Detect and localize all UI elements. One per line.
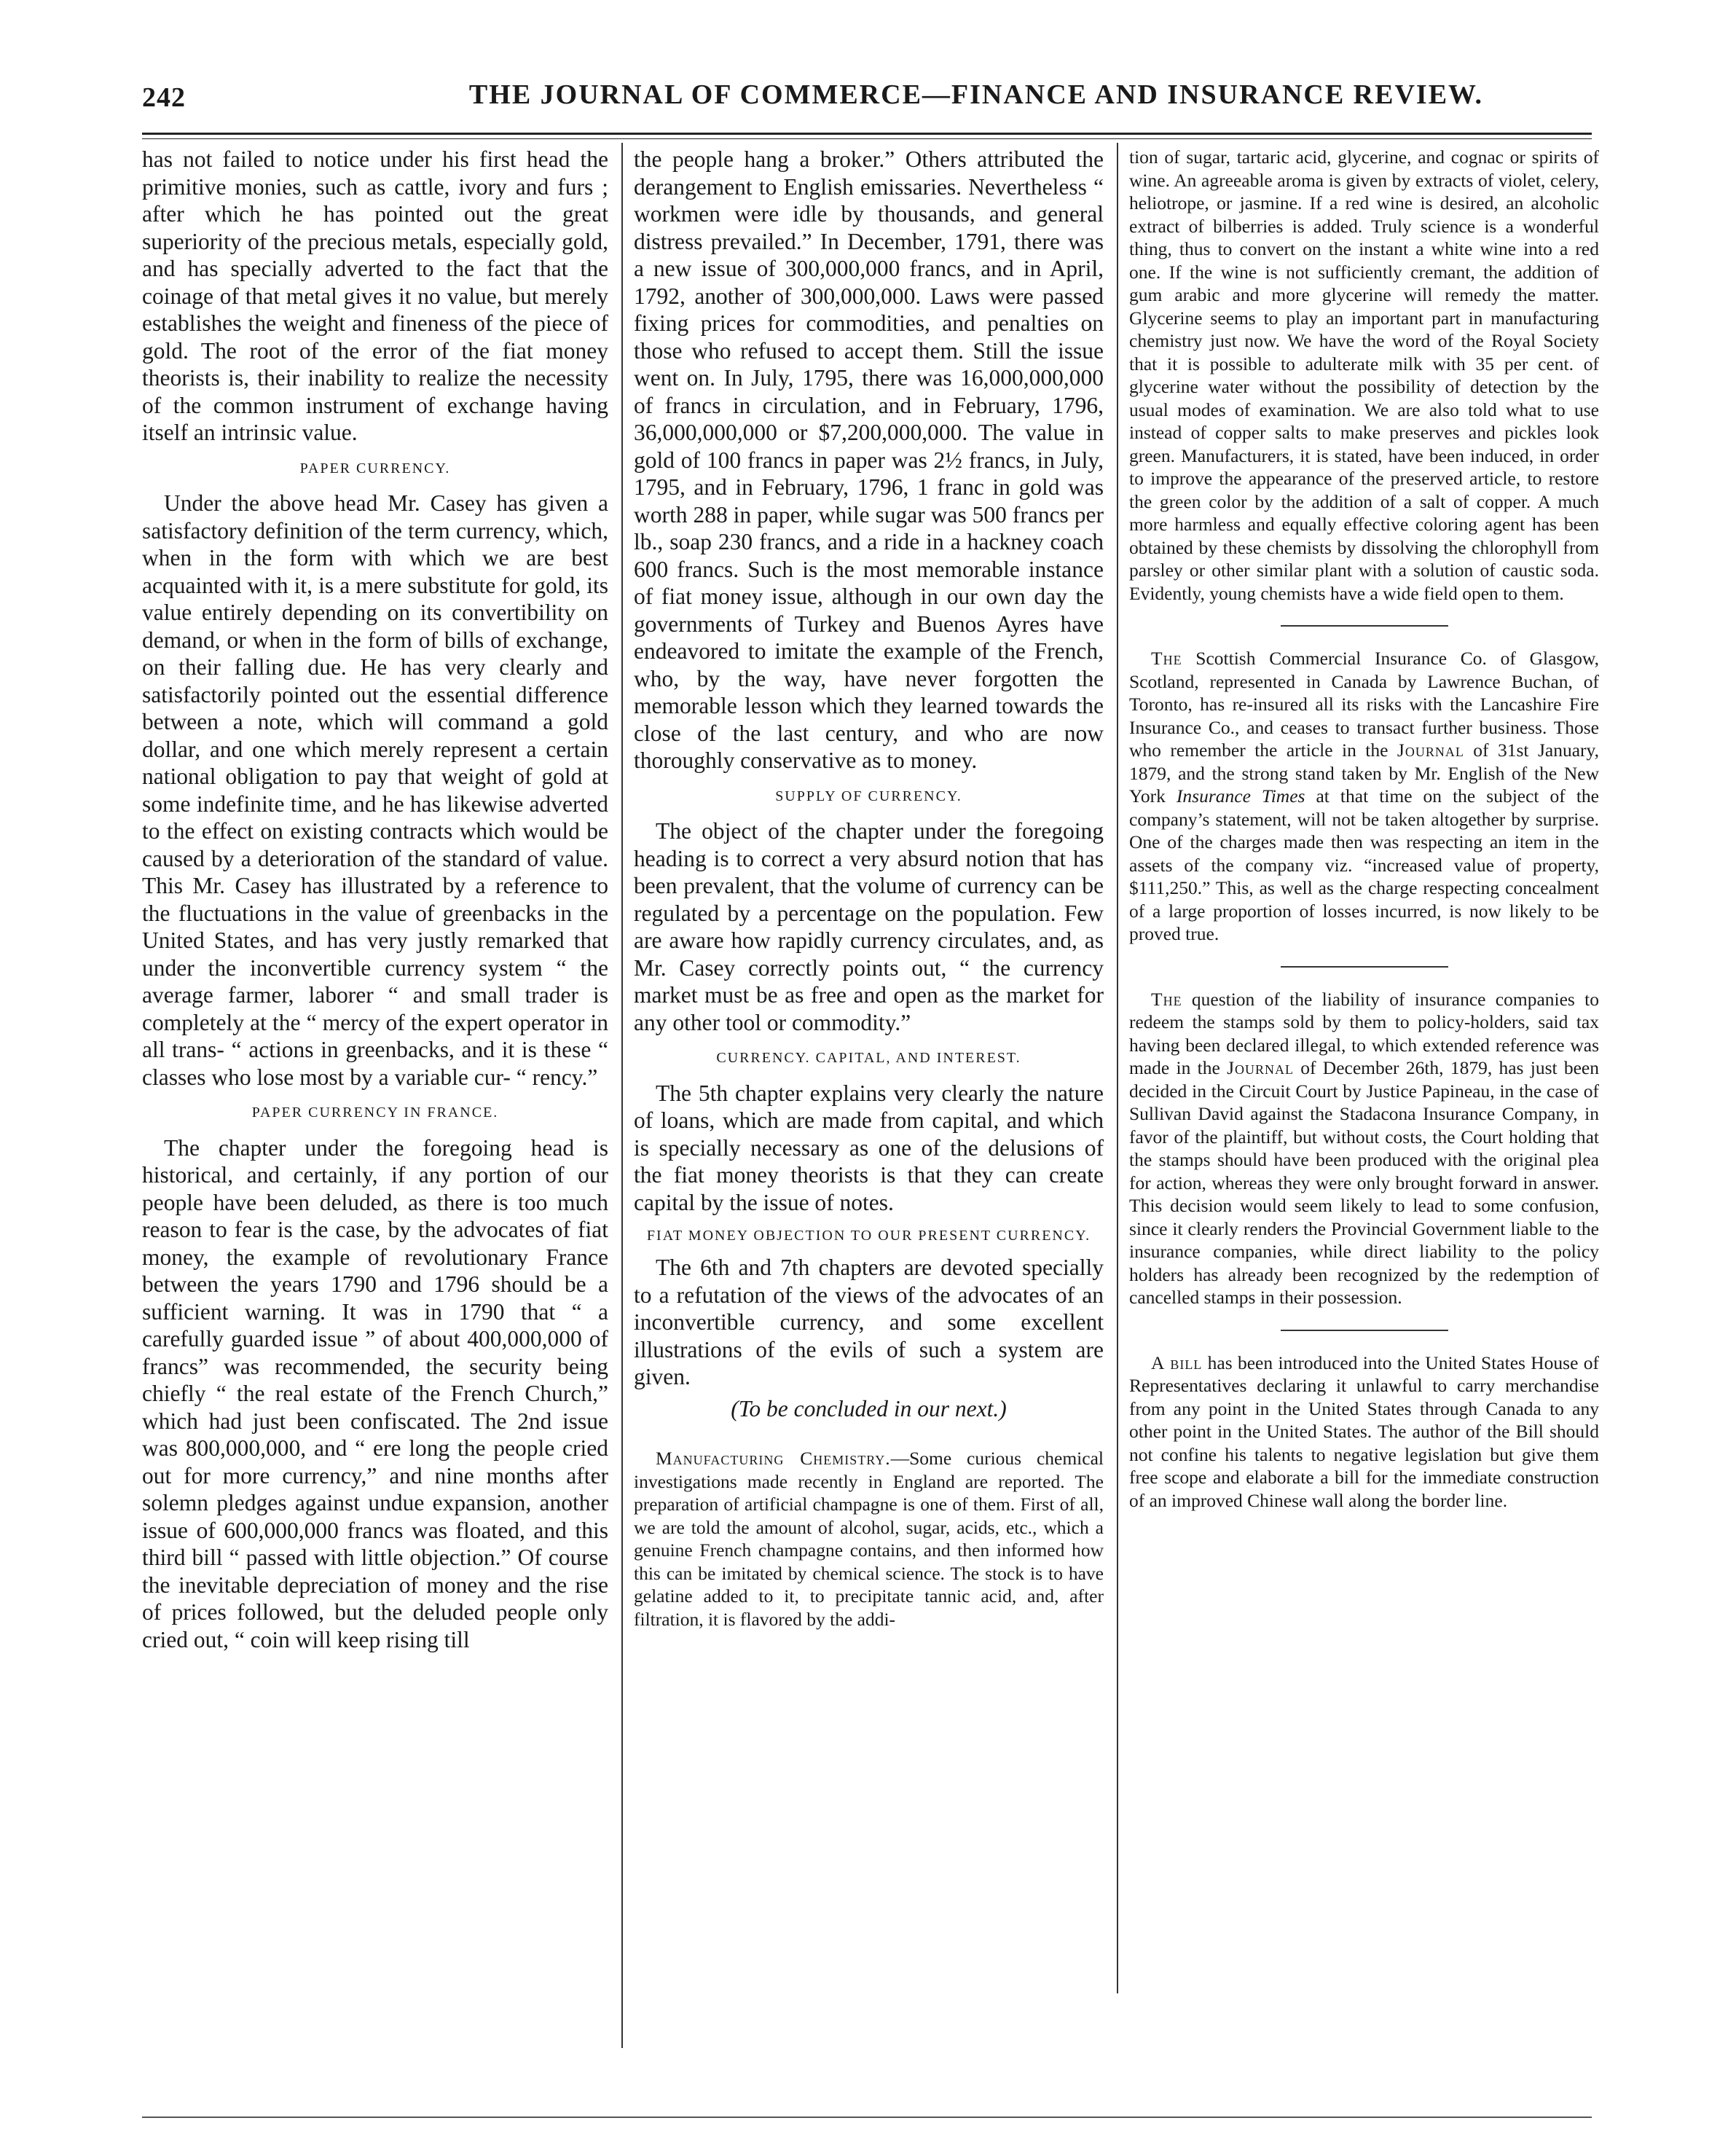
paragraph-lead: Manufacturing Chemistry. [656,1448,891,1469]
section-divider [1281,625,1448,627]
section-divider [1281,1330,1448,1331]
paragraph: Under the above head Mr. Casey has given a satisfactory definition of the term currency, which, when in the form with which we are best acquainted with it, is a mere substitute for gold, its value entirely depending on its convertibility on demand, or when in the form of bills of exchange, on their falling due. He has very clearly and satisfactorily pointed out the essential difference between a note, which will command a gold dollar, and one which merely represent a certain national obligation to pay that weight of gold at some indefinite time, and he has likewise adverted to the effect on existing contracts which would be caused by a deterioration of the standard of value. This Mr. Casey has illustrated by a reference to the fluctuations in the value of greenbacks in the United States, and has very justly remarked that under the inconvertible currency system “ the average farmer, laborer “ and small trader is completely at the “ mercy of the expert operator in all trans- “ actions in greenbacks, and it is these “ classes who lose most by a variable cur- “ rency.” [142,490,608,1090]
paragraph-lead: A bill [1151,1352,1203,1373]
paragraph-body: at that time on the subject of the company’s statement, will not be taken altogether by surprise. One of the charges made then was respecting an item in the assets of the company viz. “increased value of property, $111,250.” This, as well as the charge respecting concealment of a large proportion of losses incurred, is now likely to be proved true. [1129,785,1599,944]
section-divider [1281,966,1448,968]
paragraph: The object of the chapter under the foregoing heading is to correct a very absurd notion that has been prevalent, that the volume of currency can be regulated by a percentage on the population. Few are aware how rapidly currency circulates, and, as Mr. Casey correctly points out, “ the currency market must be as free and open as the market for any other tool or commodity.” [634,818,1104,1035]
paragraph [634,1447,1104,1631]
column-2 [634,146,1104,1631]
section-heading: PAPER CURRENCY IN FRANCE. [251,1105,499,1121]
paragraph-lead: The [1151,988,1182,1010]
paragraph: the people hang a broker.” Others attributed the derangement to English emissaries. Nevertheless “ workmen were idle by thousands, and general distress prevailed.” In December, 1791, there was a new issue of 300,000,000 francs, and in April, 1792, another of 300,000,000. Laws were passed fixing prices for commodities, and penalties on those who refused to accept them. Still the issue went on. In July, 1795, there was 16,000,000,000 of francs in circulation, and in February, 1796, 36,000,000,000 or $7,200,000,000. The value in gold of 100 francs in paper was 2½ francs, in July, 1795, and in February, 1796, 1 franc in gold was worth 288 in paper, while sugar was 500 francs per lb., soap 230 francs, and a ride in a hackney coach 600 francs. Such is the most memorable instance of fiat money issue, although in our own day the governments of Turkey and Buenos Ayres have endeavored to imitate the example of the French, who, by the way, have never forgotten the memorable lesson which they learned towards the close of the last century, and who are now thoroughly conservative as to money. [634,146,1104,773]
column-separator [1117,143,1118,1993]
header-rule-thin [142,138,1592,139]
paragraph: tion of sugar, tartaric acid, glycerine, and cognac or spirits of wine. An agreeable aroma is given by extracts of violet, celery, heliotrope, or jasmine. If a red wine is desired, an alcoholic extract of bilberries is added. Truly science is a wonderful thing, thus to convert on the instant a white wine into a red one. If the wine is not sufficiently cremant, the addition of gum arabic and more glycerine will remedy the matter. Glycerine seems to play an important part in manufacturing chemistry just now. We have the word of the Royal Society that it is possible to adulterate milk with 35 per cent. of glycerine water without the possibility of detection by the usual modes of examination. We are also told what to use instead of copper salts to make preserves and pickles look green. Manufacturers, it is stated, have been induced, in order to improve the appearance of the preserved article, to restore the green color by the addition of a salt of copper. A much more harmless and equally effective coloring agent has been obtained by these chemists by dissolving the chlorophyll from parsley or other similar plant with a solution of caustic soda. Evidently, young chemists have a wide field open to them. [1129,146,1599,604]
paragraph [1129,1352,1599,1513]
paragraph-body: —Some curious chemical investigations made recently in England are reported. The preparation of artificial champagne is one of them. First of all, we are told the amount of alcohol, sugar, acids, etc., which a genuine French champagne contains, and then informed how this can be imitated by chemical science. The stock is to have gelatine added to it, to precipitate tannic acid, and, after filtration, it is flavored by the addi- [634,1448,1104,1630]
paragraph-body: question of the liability of insurance companies to redeem the stamps sold by them to policy-holders, said tax having been declared illegal, to which extended reference was made in the [1129,988,1599,1078]
footer-rule [142,2117,1592,2118]
paragraph: The 5th chapter explains very clearly the nature of loans, which are made from capital, and which is specially necessary as one of the delusions of the fiat money theorists is that they can create capital by the issue of notes. [634,1080,1104,1215]
section-heading: FIAT MONEY OBJECTION TO OUR PRESENT CURRENCY. [646,1228,1091,1244]
page-number: 242 [142,82,186,113]
paragraph [1129,647,1599,946]
section-heading: PAPER CURRENCY. [299,460,451,476]
running-title: THE JOURNAL OF COMMERCE—FINANCE AND INSURANCE REVIEW. [468,79,1484,110]
paragraph-lead: The [1151,648,1182,669]
column-3 [1129,146,1599,1512]
section-heading: SUPPLY OF CURRENCY. [775,788,962,804]
paragraph-body: of December 26th, 1879, has just been decided in the Circuit Court by Justice Papineau, in the case of Sullivan David against the Stadacona Insurance Company, in favor of the plaintiff, but without costs, the Court holding that the stamps should have been produced with the original plea for action, whereas they were only brought forward in answer. This decision would seem likely to lead to some confusion, since it clearly renders the Provincial Government liable to the insurance companies, while direct liability to the policy holders has already been recognized by the redemption of cancelled stamps in their possession. [1129,1057,1600,1308]
continuation-note: (To be concluded in our next.) [731,1395,1007,1421]
column-separator [621,143,623,2048]
section-heading: CURRENCY. CAPITAL, AND INTEREST. [716,1050,1021,1066]
paragraph: The 6th and 7th chapters are devoted specially to a refutation of the views of the advocates of an inconvertible currency, and some excellent illustrations of the evils of such a system are given. [634,1255,1104,1389]
journal-name: Journal [1397,740,1464,761]
journal-name: Journal [1227,1057,1294,1078]
paragraph: The chapter under the foregoing head is historical, and certainly, if any portion of our people have been deluded, as there is too much reason to fear is the case, by the advocates of fiat money, the example of revolutionary France between the years 1790 and 1796 should be a sufficient warning. It was in 1790 that “ a carefully guarded issue ” of about 400,000,000 of francs” was recommended, the security being chiefly “ the real estate of the French Church,” which had just been confiscated. The 2nd issue was 800,000,000, and “ ere long the people cried out for more currency,” and nine months after solemn pledges against undue expansion, another issue of 600,000,000 francs was floated, and this third bill “ passed with little objection.” Of course the inevitable depreciation of money and the rise of prices followed, but the deluded people only cried out, “ coin will keep rising till [142,1134,608,1652]
paragraph [1129,988,1599,1309]
header-rule [142,133,1592,135]
paragraph: has not failed to notice under his first head the primitive monies, such as cattle, ivory and furs ; after which he has pointed out the great superiority of the precious metals, especially gold, and has specially adverted to the fact that the coinage of that metal gives it no value, but merely establishes the weight and fineness of the piece of gold. The root of the error of the fiat money theorists is, their inability to realize the necessity of the common instrument of exchange having itself an intrinsic value. [142,146,608,445]
column-1 [142,146,608,1653]
paragraph-body: of 31st January, 1879, and the strong stand taken by Mr. English of the New York [1129,740,1599,807]
page-header [142,79,1592,122]
paragraph-body: Scottish Commercial Insurance Co. of Glasgow, Scotland, represented in Canada by Lawrence Buchan, of Toronto, has re-insured all its risks with the Lancashire Fire Insurance Co., and ceases to transact further business. Those who remember the article in the [1129,648,1599,761]
publication-name: Insurance Times [1176,785,1305,807]
paragraph-body: has been introduced into the United States House of Representatives declaring it unlawful to carry merchandise from any point in the United States through Canada to any other point in the United States. The author of the Bill should not confine his talents to negative legislation but give them free scope and elaborate a bill for the immediate construction of an improved Chinese wall along the border line. [1129,1352,1599,1511]
